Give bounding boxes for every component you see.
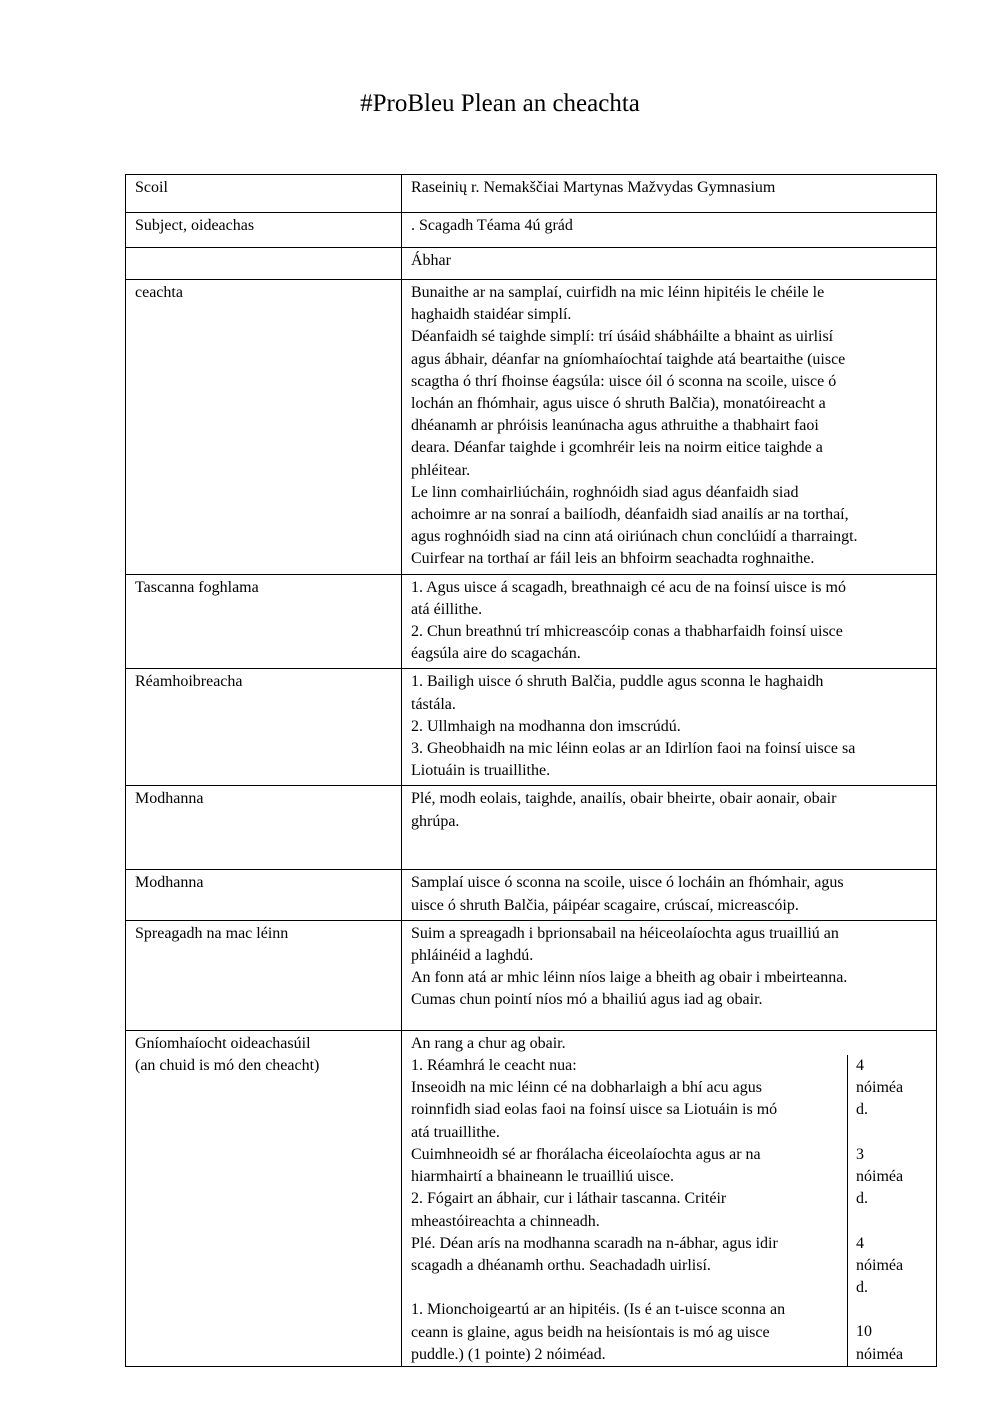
text-line: d. bbox=[856, 1190, 868, 1208]
materials-value bbox=[402, 870, 937, 920]
text-line: atá éillithe. bbox=[411, 600, 483, 618]
row-school bbox=[126, 175, 937, 213]
blank-line bbox=[411, 1277, 847, 1299]
text-line: deara. Déanfar taighde i gcomhréir leis na noirm eitice taighde a bbox=[411, 439, 823, 457]
text-line: ceann is glaine, agus beidh na heisíontais is mó ag uisce bbox=[411, 1323, 770, 1341]
subject-value: . Scagadh Téama 4ú grád bbox=[402, 213, 937, 248]
text-line: ghrúpa. bbox=[411, 812, 460, 830]
row-topic bbox=[126, 248, 937, 280]
activity-label bbox=[126, 1030, 402, 1366]
text-line: Samplaí uisce ó sconna na scoile, uisce ó locháin an fhómhair, agus bbox=[411, 874, 844, 892]
text-line: phláinéid a laghdú. bbox=[411, 947, 534, 965]
text-line: 2. Chun breathnú trí mhicreascóip conas a thabharfaidh foinsí uisce bbox=[411, 623, 843, 641]
text-line: Déanfaidh sé taighde simplí: trí úsáid shábháilte a bhaint as uirlisí bbox=[411, 328, 834, 346]
text-line: Liotuáin is truaillithe. bbox=[411, 762, 551, 780]
document-title: #ProBleu Plean an cheachta bbox=[360, 90, 640, 117]
blank-line bbox=[856, 1299, 936, 1321]
text-line: agus roghnóidh siad na cinn atá oiriúnach chun conclúidí a tharraingt. bbox=[411, 528, 858, 546]
text-line: roinnfidh siad eolas faoi na foinsí uisce sa Liotuáin is mó bbox=[411, 1101, 778, 1119]
text-line: d. bbox=[856, 1101, 868, 1119]
text-line: atá truaillithe. bbox=[411, 1123, 500, 1141]
text-line: scagtha ó thrí fhoinse éagsúla: uisce óil ó sconna na scoile, uisce ó bbox=[411, 372, 837, 390]
text-line: puddle.) (1 pointe) 2 nóiméad. bbox=[411, 1345, 606, 1363]
text-line: hiarmhairtí a bhaineann le truailliú uisce. bbox=[411, 1168, 675, 1186]
row-activity bbox=[126, 1030, 937, 1366]
objectives-label: Tascanna foghlama bbox=[126, 574, 402, 669]
text-line: Suim a spreagadh i bprionsabail na héiceolaíochta agus truailliú an bbox=[411, 924, 839, 942]
text-line: An fonn atá ar mhic léinn níos laige a bheith ag obair i mbeirteanna. bbox=[411, 969, 848, 987]
activity-timing-table bbox=[411, 1055, 936, 1366]
text-line: lochán an fhómhair, agus uisce ó shruth Balčia), monatóireacht a bbox=[411, 395, 826, 413]
text-line: Bunaithe ar na samplaí, cuirfidh na mic léinn hipitéis le chéile le bbox=[411, 284, 825, 301]
text-line: mheastóireachta a chinneadh. bbox=[411, 1212, 600, 1230]
text-line: Cuimhneoidh sé ar fhorálacha éiceolaíochta agus ar na bbox=[411, 1145, 761, 1163]
row-motivation bbox=[126, 920, 937, 1030]
row-lesson bbox=[126, 280, 937, 575]
text-line: uisce ó shruth Balčia, páipéar scagaire, crúscaí, micreascóip. bbox=[411, 896, 799, 914]
text-line: 3. Gheobhaidh na mic léinn eolas ar an Idirlíon faoi na foinsí uisce sa bbox=[411, 740, 856, 758]
text-line: Plé, modh eolais, taighde, anailís, obair bheirte, obair aonair, obair bbox=[411, 790, 837, 808]
text-line: 4 bbox=[856, 1057, 864, 1075]
text-line: phléitear. bbox=[411, 461, 471, 479]
text-line: Gníomhaíocht oideachasúil bbox=[135, 1034, 311, 1052]
text-line: nóiméa bbox=[856, 1079, 904, 1097]
text-line: scagadh a dhéanamh orthu. Seachadadh uirlisí. bbox=[411, 1256, 711, 1274]
text-line: d. bbox=[856, 1279, 868, 1297]
row-objectives bbox=[126, 574, 937, 669]
methods-label: Modhanna bbox=[126, 786, 402, 870]
text-line: 1. Bailigh uisce ó shruth Balčia, puddle agus sconna le haghaidh bbox=[411, 673, 824, 691]
text-line: nóiméa bbox=[856, 1168, 904, 1186]
blank-line bbox=[856, 1210, 936, 1232]
row-methods bbox=[126, 786, 937, 870]
topic-label bbox=[126, 248, 402, 280]
lesson-plan-table bbox=[125, 174, 937, 1367]
row-preparation bbox=[126, 669, 937, 786]
topic-value: Ábhar bbox=[402, 248, 937, 280]
text-line: Cumas chun pointí níos mó a bhailiú agus iad ag obair. bbox=[411, 991, 763, 1009]
text-line: éagsúla aire do scagachán. bbox=[411, 645, 581, 663]
text-line: Plé. Déan arís na modhanna scaradh na n-ábhar, agus idir bbox=[411, 1234, 778, 1252]
activity-value bbox=[402, 1030, 937, 1366]
text-line: haghaidh staidéar simplí. bbox=[411, 306, 572, 324]
text-line: 3 bbox=[856, 1145, 864, 1163]
methods-value bbox=[402, 786, 937, 870]
activity-intro: An rang a chur ag obair. bbox=[411, 1034, 566, 1052]
preparation-value bbox=[402, 669, 937, 786]
lesson-value bbox=[402, 280, 937, 575]
subject-label: Subject, oideachas bbox=[126, 213, 402, 248]
text-line: Inseoidh na mic léinn cé na dobharlaigh a bhí acu agus bbox=[411, 1079, 762, 1097]
text-line: Cuirfear na torthaí ar fáil leis an bhfoirm seachadta roghnaithe. bbox=[411, 550, 815, 568]
text-line: achoimre ar na sonraí a bailíodh, déanfaidh siad anailís ar na torthaí, bbox=[411, 506, 849, 524]
text-line: 10 bbox=[856, 1323, 872, 1341]
blank-line bbox=[856, 1122, 936, 1144]
motivation-label: Spreagadh na mac léinn bbox=[126, 920, 402, 1030]
text-line: (an chuid is mó den cheacht) bbox=[135, 1057, 320, 1075]
row-materials bbox=[126, 870, 937, 920]
text-line: tástála. bbox=[411, 695, 456, 713]
text-line: dhéanamh ar phróisis leanúnacha agus athruithe a thabhairt faoi bbox=[411, 417, 819, 435]
lesson-label: ceachta bbox=[126, 280, 402, 575]
text-line: 1. Mionchoigeartú ar an hipitéis. (Is é an t-uisce sconna an bbox=[411, 1301, 786, 1319]
objectives-value bbox=[402, 574, 937, 669]
text-line: 1. Réamhrá le ceacht nua: bbox=[411, 1057, 577, 1075]
materials-label: Modhanna bbox=[126, 870, 402, 920]
text-line: 4 bbox=[856, 1234, 864, 1252]
motivation-value bbox=[402, 920, 937, 1030]
text-line: nóiméa bbox=[856, 1256, 904, 1274]
row-subject bbox=[126, 213, 937, 248]
activity-times bbox=[848, 1055, 937, 1366]
text-line: Le linn comhairliúcháin, roghnóidh siad agus déanfaidh siad bbox=[411, 483, 799, 501]
text-line: agus ábhair, déanfar na gníomhaíochtaí taighde atá beartaithe (uisce bbox=[411, 350, 846, 368]
preparation-label: Réamhoibreacha bbox=[126, 669, 402, 786]
school-label: Scoil bbox=[126, 175, 402, 213]
text-line: 2. Ullmhaigh na modhanna don imscrúdú. bbox=[411, 717, 681, 735]
activity-steps bbox=[411, 1055, 848, 1366]
text-line: nóiméa bbox=[856, 1345, 904, 1363]
school-value: Raseinių r. Nemakščiai Martynas Mažvydas Gymnasium bbox=[402, 175, 937, 213]
text-line: 1. Agus uisce á scagadh, breathnaigh cé acu de na foinsí uisce is mó bbox=[411, 578, 846, 596]
text-line: 2. Fógairt an ábhair, cur i láthair tascanna. Critéir bbox=[411, 1190, 727, 1208]
